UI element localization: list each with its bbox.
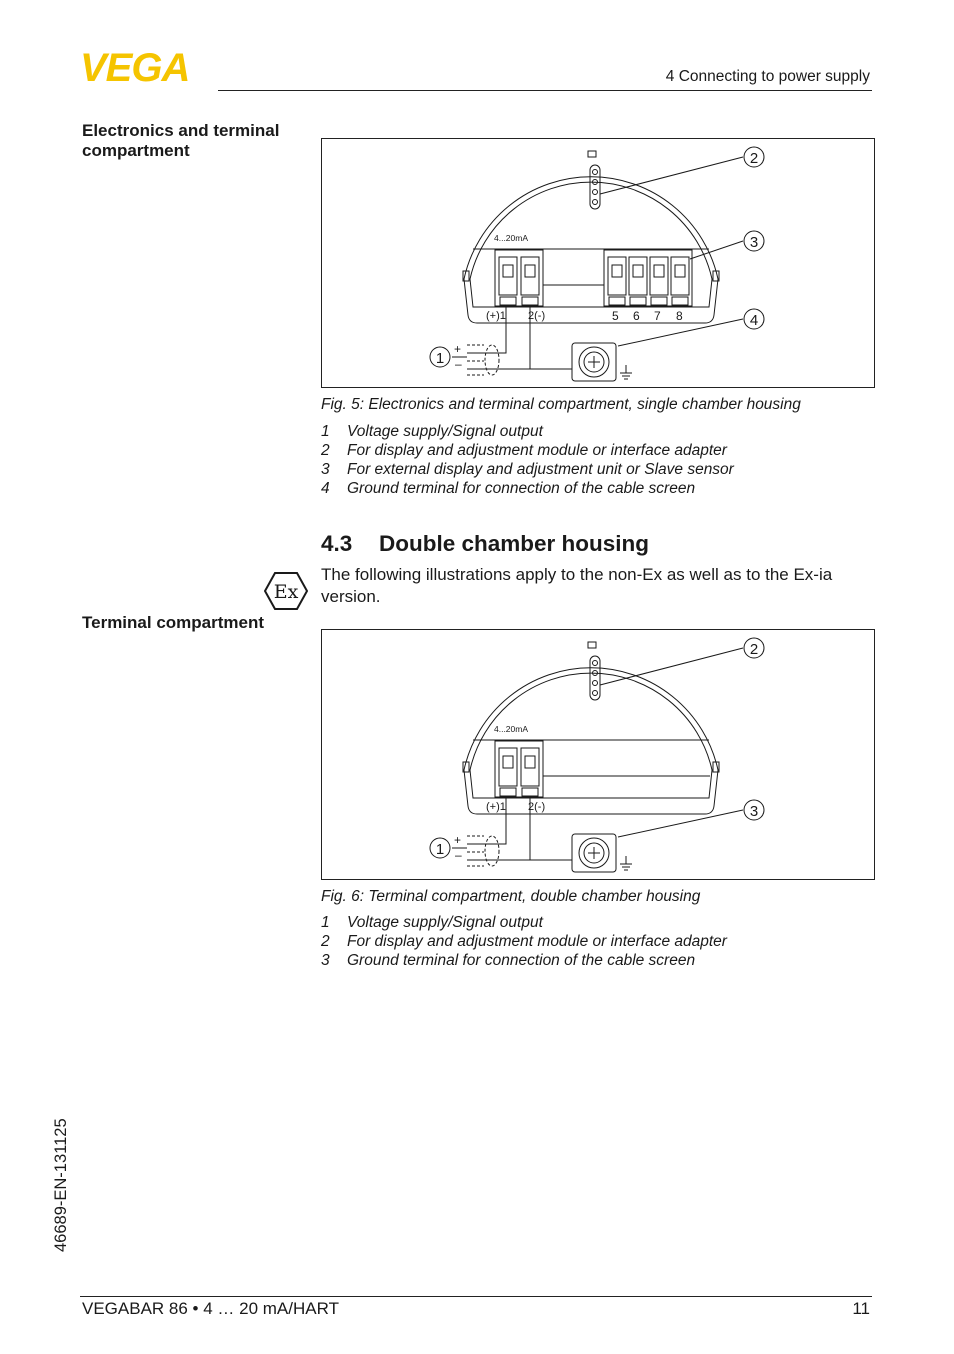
fig6-terminal-minus: 2(-) (528, 801, 546, 813)
fig5-callout-4: 4 (749, 312, 759, 329)
section-heading (321, 531, 649, 557)
logo-text: VEGA (80, 50, 190, 84)
side-heading-electronics: Electronics and terminal compartment (82, 121, 280, 160)
fig5-terminal-7: 7 (654, 309, 661, 323)
ex-symbol-text: Ex (273, 581, 299, 603)
vega-logo (80, 50, 212, 84)
figure-5 (321, 138, 875, 388)
page-number: 11 (852, 1299, 870, 1318)
fig6-callout-1: 1 (435, 841, 445, 858)
fig6-callout-2: 2 (749, 641, 759, 658)
footer-product: VEGABAR 86 • 4 … 20 mA/HART (82, 1299, 339, 1318)
figure-6-caption: Fig. 6: Terminal compartment, double chamber housing (321, 888, 701, 905)
fig5-terminal-5: 5 (612, 309, 619, 323)
header-rule (218, 90, 872, 91)
legend-item: 2 For display and adjustment module or interface adapter (321, 442, 727, 459)
fig5-callout-1: 1 (435, 350, 445, 367)
fig5-callout-3: 3 (749, 234, 759, 251)
legend-item: 3 For external display and adjustment unit or Slave sensor (321, 461, 734, 478)
fig5-current-label: 4...20mA (494, 233, 529, 243)
chapter-title: 4 Connecting to power supply (665, 68, 870, 85)
legend-item: 2 For display and adjustment module or interface adapter (321, 933, 727, 950)
fig6-plus-sign: + (454, 833, 462, 847)
intro-paragraph: The following illustrations apply to the non-Ex as well as to the Ex-ia version. (321, 565, 833, 606)
fig6-terminal-plus: (+)1 (486, 801, 506, 813)
fig5-plus-sign: + (454, 342, 462, 356)
legend-item: 4 Ground terminal for connection of the cable screen (321, 480, 696, 497)
fig6-current-label: 4...20mA (494, 724, 529, 734)
document-id: 46689-EN-131125 (52, 1118, 70, 1252)
figure-6-legend (321, 913, 727, 970)
ex-hazard-icon (264, 571, 308, 611)
fig5-minus-sign: – (455, 357, 462, 371)
section-number: 4.3 (321, 531, 353, 556)
footer-rule (80, 1296, 872, 1297)
fig5-callout-2: 2 (749, 150, 759, 167)
figure-6 (321, 629, 875, 880)
legend-item: 1 Voltage supply/Signal output (321, 914, 543, 931)
figure-5-legend (321, 422, 734, 498)
legend-item: 1 Voltage supply/Signal output (321, 423, 543, 440)
section-title: Double chamber housing (379, 531, 650, 556)
fig6-minus-sign: – (455, 848, 462, 862)
fig6-callout-3: 3 (749, 803, 759, 820)
legend-item: 3 Ground terminal for connection of the cable screen (321, 952, 696, 969)
fig5-terminal-plus: (+)1 (486, 310, 506, 322)
fig5-terminal-6: 6 (633, 309, 640, 323)
fig5-terminal-minus: 2(-) (528, 310, 546, 322)
side-heading-terminal: Terminal compartment (82, 613, 265, 632)
fig5-terminal-8: 8 (676, 309, 683, 323)
figure-5-caption: Fig. 5: Electronics and terminal compartment, single chamber housing (321, 396, 801, 413)
